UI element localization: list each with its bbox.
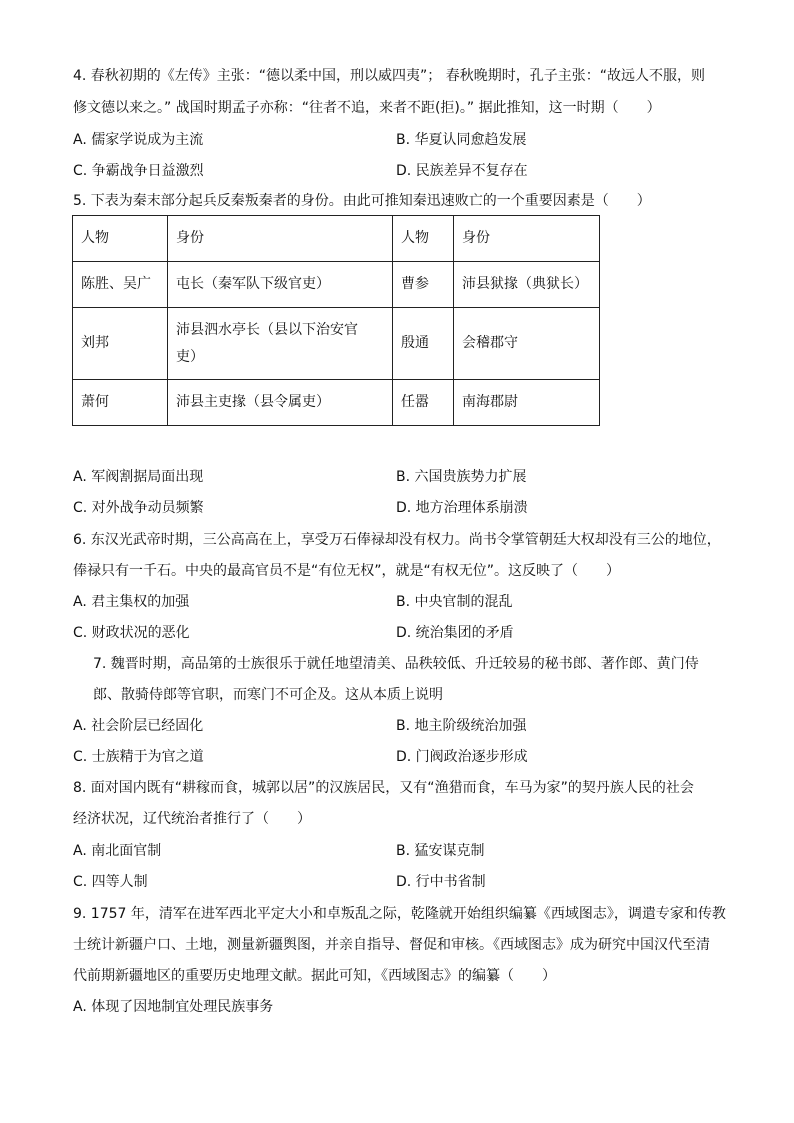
q8-option-b: B. 猛安谋克制: [396, 843, 485, 859]
q7-option-d: D. 门阀政治逐步形成: [396, 749, 528, 765]
table-cell: 沛县主吏掾（县令属吏）: [168, 380, 393, 426]
table-cell: 曹参: [393, 262, 454, 308]
q5-stem: 5. 下表为秦末部分起兵反秦叛秦者的身份。由此可推知秦迅速败亡的一个重要因素是（ ）: [73, 193, 651, 209]
q6-option-a: A. 君主集权的加强: [73, 594, 190, 610]
table-cell: 沛县狱掾（典狱长）: [454, 262, 600, 308]
table-cell: 任嚣: [393, 380, 454, 426]
table-cell: 陈胜、吴广: [73, 262, 168, 308]
q7-option-a: A. 社会阶层已经固化: [73, 718, 204, 734]
q6-stem-line1: 6. 东汉光武帝时期，三公高高在上，享受万石俸禄却没有权力。尚书令掌管朝廷大权却没有三公的地位，: [73, 532, 721, 548]
q6-option-c: C. 财政状况的恶化: [73, 625, 190, 641]
table-row: [73, 262, 600, 308]
q5-option-c: C. 对外战争动员频繁: [73, 500, 204, 516]
q4-stem-line2: 修文德以来之。” 战国时期孟子亦称：“往者不追，来者不距(拒)。” 据此推知，这一时期（ ）: [73, 100, 661, 116]
table-row: [73, 308, 600, 380]
q8-option-c: C. 四等人制: [73, 874, 148, 890]
q6-option-b: B. 中央官制的混乱: [396, 594, 513, 610]
q7-stem-line1: 7. 魏晋时期，高品第的士族很乐于就任地望清美、品秩较低、升迁较易的秘书郎、著作郎、黄门侍: [93, 656, 699, 672]
q6-stem-line2: 俸禄只有一千石。中央的最高官员不是“有位无权”，就是“有权无位”。这反映了（ ）: [73, 563, 621, 579]
table-header-cell: 人物: [393, 216, 454, 262]
table-header-cell: 人物: [73, 216, 168, 262]
q4-stem-line1: 4. 春秋初期的《左传》主张：“德以柔中国，刑以威四夷”； 春秋晚期时，孔子主张：“故远人不服，则: [73, 68, 706, 84]
table-cell: 刘邦: [73, 308, 168, 380]
q5-option-b: B. 六国贵族势力扩展: [396, 469, 527, 485]
table-cell: 南海郡尉: [454, 380, 600, 426]
identity-table: [72, 215, 600, 426]
table-cell: 萧何: [73, 380, 168, 426]
q8-option-a: A. 南北面官制: [73, 843, 162, 859]
q8-stem-line2: 经济状况，辽代统治者推行了（ ）: [73, 811, 311, 827]
q5-option-d: D. 地方治理体系崩溃: [396, 500, 528, 516]
q4-option-c: C. 争霸战争日益激烈: [73, 163, 204, 179]
q4-option-b: B. 华夏认同愈趋发展: [396, 132, 527, 148]
q9-stem-line3: 代前期新疆地区的重要历史地理文献。据此可知，《西域图志》的编纂（ ）: [73, 968, 556, 984]
table-cell-line: 沛县泗水亭长（县以下治安官: [176, 321, 358, 338]
table-cell-multiline: [168, 308, 393, 380]
q7-option-b: B. 地主阶级统治加强: [396, 718, 527, 734]
q4-option-d: D. 民族差异不复存在: [396, 163, 528, 179]
table-header-row: [73, 216, 600, 262]
table-header-cell: 身份: [168, 216, 393, 262]
table-row: [73, 380, 600, 426]
q5-option-a: A. 军阀割据局面出现: [73, 469, 204, 485]
q8-option-d: D. 行中书省制: [396, 874, 486, 890]
table-cell: 会稽郡守: [454, 308, 600, 380]
q7-option-c: C. 士族精于为官之道: [73, 749, 204, 765]
q4-option-a: A. 儒家学说成为主流: [73, 132, 204, 148]
table-cell-line: 吏）: [176, 348, 204, 365]
q7-stem-line2: 郎、散骑侍郎等官职，而寒门不可企及。这从本质上说明: [93, 687, 443, 703]
q8-stem-line1: 8. 面对国内既有“耕稼而食，城郭以居”的汉族居民，又有“渔猎而食，车马为家”的契丹族人民的社会: [73, 780, 694, 796]
table-cell: 殷通: [393, 308, 454, 380]
table-cell: 屯长（秦军队下级官吏）: [168, 262, 393, 308]
q9-option-a: A. 体现了因地制宜处理民族事务: [73, 999, 274, 1015]
q9-stem-line1: 9. 1757 年，清军在进军西北平定大小和卓叛乱之际，乾隆就开始组织编纂《西域图志》，调遣专家和传教: [73, 906, 726, 922]
table-header-cell: 身份: [454, 216, 600, 262]
q6-option-d: D. 统治集团的矛盾: [396, 625, 514, 641]
q9-stem-line2: 士统计新疆户口、土地，测量新疆舆图，并亲自指导、督促和审核。《西域图志》成为研究中国汉代至清: [73, 937, 710, 953]
